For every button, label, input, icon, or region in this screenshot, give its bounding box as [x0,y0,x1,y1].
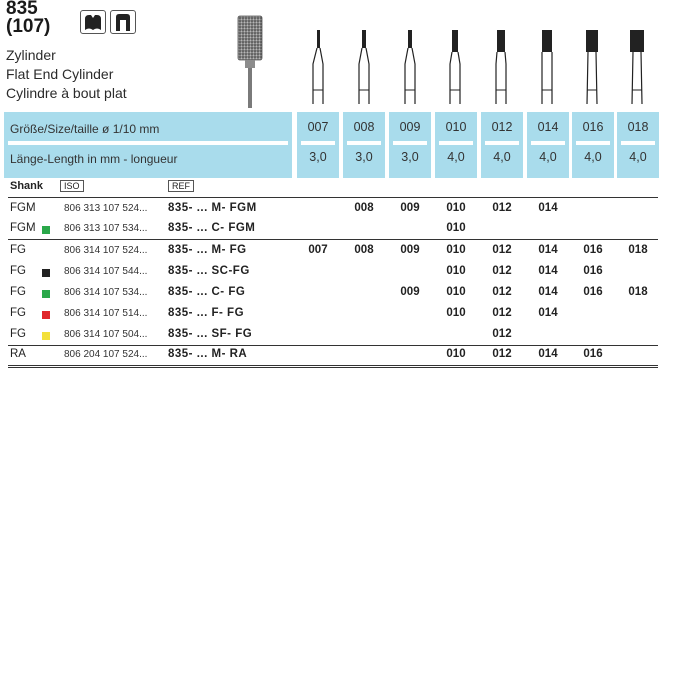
table-row [8,325,658,345]
ref-number: 835- ... C- FGM [168,222,256,234]
available-size: 010 [446,244,466,256]
available-size: 016 [583,348,603,360]
iso-number: 806 314 107 524... [64,245,148,256]
grit-color-marker [42,332,50,340]
available-size: 014 [538,244,558,256]
length-label: Länge-Length in mm - longueur [10,152,178,166]
bur-outline-012-icon [494,30,508,104]
ref-number: 835- ... SC-FG [168,265,250,277]
product-names [6,46,127,103]
table-rule [8,239,658,240]
table-row [8,262,658,282]
size-column [389,112,431,178]
iso-number: 806 314 107 544... [64,266,148,277]
table-row [8,345,658,365]
size-column [617,112,659,178]
iso-number: 806 314 107 504... [64,329,148,340]
available-size: 012 [492,265,512,277]
bur-outline-018-icon [630,30,644,104]
available-size: 012 [492,202,512,214]
length-value: 3,0 [355,150,373,164]
available-size: 007 [308,244,328,256]
shank-type: FG [10,307,26,319]
bur-outline-010-icon [448,30,462,104]
size-value: 007 [307,120,329,134]
length-value: 3,0 [309,150,327,164]
iso-number: 806 204 107 524... [64,349,148,360]
product-alt-code: (107) [6,16,51,37]
size-column [481,112,523,178]
ref-number: 835- ... SF- FG [168,328,253,340]
available-size: 018 [628,244,648,256]
bur-outline-008-icon [357,30,371,104]
name-fr: Cylindre à bout plat [6,85,127,101]
available-size: 010 [446,265,466,277]
size-label: Größe/Size/taille ø 1/10 mm [10,122,160,136]
size-value: 009 [399,120,421,134]
available-size: 016 [583,265,603,277]
length-value: 4,0 [539,150,557,164]
name-en: Flat End Cylinder [6,66,114,82]
available-size: 012 [492,348,512,360]
shank-type: FGM [10,222,36,234]
band-separator [8,141,288,145]
available-size: 014 [538,307,558,319]
bur-outline-014-icon [540,30,554,104]
ref-number: 835- ... F- FG [168,307,245,319]
available-size: 010 [446,202,466,214]
size-column [527,112,569,178]
available-size: 014 [538,265,558,277]
length-value: 4,0 [493,150,511,164]
length-value: 4,0 [584,150,602,164]
diamond-bur-icon [236,14,264,108]
available-size: 008 [354,244,374,256]
grit-color-marker [42,311,50,319]
size-column [572,112,614,178]
available-size: 012 [492,244,512,256]
available-size: 009 [400,286,420,298]
tooth-crown-icon [80,10,106,34]
available-size: 012 [492,286,512,298]
available-size: 010 [446,222,466,234]
shank-type: RA [10,348,26,360]
grit-color-marker [42,226,50,234]
table-row [8,199,658,219]
size-value: 008 [353,120,375,134]
size-value: 010 [445,120,467,134]
iso-number: 806 313 107 534... [64,223,148,234]
size-column [297,112,339,178]
available-size: 016 [583,286,603,298]
available-size: 014 [538,348,558,360]
available-size: 010 [446,348,466,360]
available-size: 010 [446,307,466,319]
ref-number: 835- ... M- RA [168,348,248,360]
shank-type: FG [10,286,26,298]
name-de: Zylinder [6,47,56,63]
shank-type: FGM [10,202,36,214]
table-rule [8,365,658,366]
size-value: 012 [491,120,513,134]
bur-outline-007-icon [311,30,325,104]
table-rule [8,367,658,368]
size-value: 018 [627,120,649,134]
available-size: 008 [354,202,374,214]
available-size: 012 [492,328,512,340]
available-size: 018 [628,286,648,298]
tooth-cavity-icon [110,10,136,34]
grit-color-marker [42,290,50,298]
table-row [8,304,658,324]
iso-number: 806 314 107 514... [64,308,148,319]
available-size: 009 [400,244,420,256]
table-rule [8,197,658,198]
table-row [8,241,658,261]
length-value: 4,0 [447,150,465,164]
iso-number: 806 314 107 534... [64,287,148,298]
shank-header: Shank [10,180,44,192]
size-value: 016 [582,120,604,134]
bur-outline-016-icon [585,30,599,104]
bur-outline-009-icon [403,30,417,104]
length-value: 3,0 [401,150,419,164]
size-value: 014 [537,120,559,134]
ref-number: 835- ... C- FG [168,286,246,298]
available-size: 012 [492,307,512,319]
shank-type: FG [10,265,26,277]
iso-number: 806 313 107 524... [64,203,148,214]
ref-number: 835- ... M- FGM [168,202,257,214]
length-value: 4,0 [629,150,647,164]
ref-header: REF [168,180,194,192]
size-column [435,112,477,178]
available-size: 009 [400,202,420,214]
table-row [8,283,658,303]
available-size: 014 [538,202,558,214]
ref-number: 835- ... M- FG [168,244,247,256]
product-code: 835 [6,0,38,19]
iso-header: ISO [60,180,84,192]
available-size: 010 [446,286,466,298]
size-column [343,112,385,178]
available-size: 016 [583,244,603,256]
shank-type: FG [10,328,26,340]
shank-type: FG [10,244,26,256]
grit-color-marker [42,269,50,277]
table-row [8,219,658,239]
available-size: 014 [538,286,558,298]
